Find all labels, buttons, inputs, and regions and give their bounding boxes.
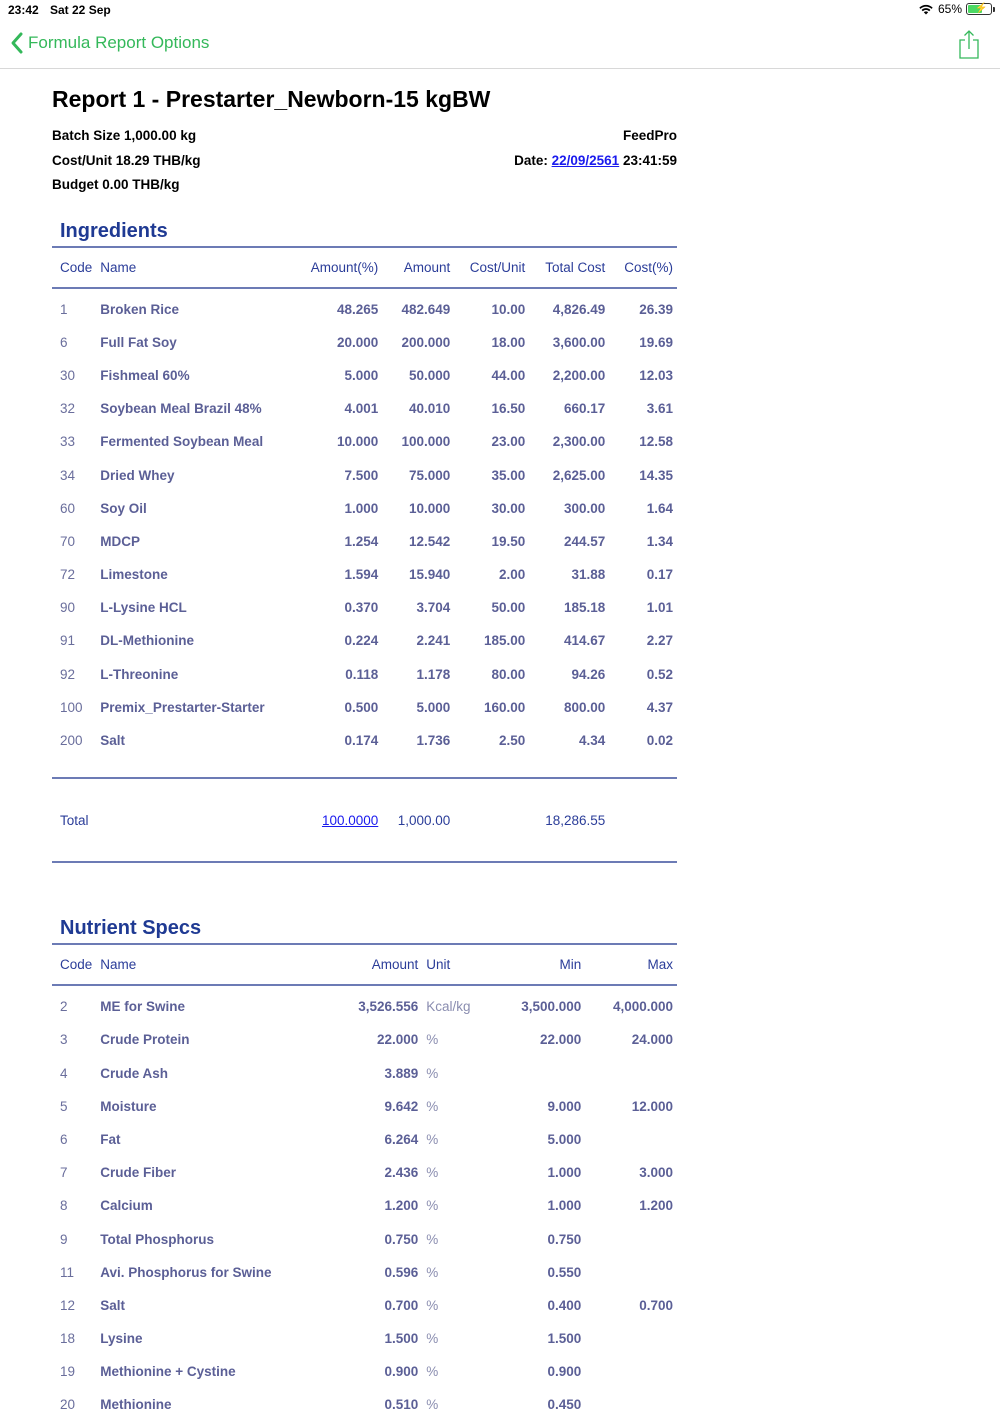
ingredient-amount-pct: 0.224 [344,633,379,649]
ingredient-amount-pct: 0.118 [345,666,379,682]
status-time: 23:42 [8,3,39,17]
nutrient-name: Moisture [100,1098,157,1114]
nutrient-row [52,1289,677,1322]
nutrient-unit: % [426,1331,439,1347]
nutrient-code: 5 [60,1098,68,1114]
nutrient-unit: Kcal/kg [426,999,471,1015]
nutrient-row [52,1090,677,1123]
nutrient-max [585,1057,677,1090]
ingredient-name: MDCP [100,533,141,549]
nutrient-min: 0.400 [547,1297,582,1313]
ingredient-total-cost: 94.26 [571,666,606,682]
back-button[interactable] [10,32,209,54]
nutrient-code: 2 [60,999,68,1015]
ingredient-row [52,724,677,757]
total-cost-unit [454,799,529,841]
nutrient-amount: 0.510 [384,1397,419,1413]
nutrient-name: Total Phosphorus [100,1231,215,1247]
ingredient-cost-pct: 4.37 [646,699,673,715]
nutrient-unit: % [426,1397,439,1413]
nutrient-name: Fat [100,1131,121,1147]
ingredient-code: 6 [60,334,68,350]
ingredient-amount: 100.000 [401,434,451,450]
nutrient-row [52,1322,677,1355]
nutrient-amount: 0.750 [384,1231,419,1247]
nutrient-min: 0.750 [547,1231,582,1247]
ingredient-row [52,525,677,558]
ingredient-code: 100 [60,699,83,715]
nutrient-amount: 6.264 [384,1131,419,1147]
ingredient-code: 90 [60,600,76,616]
nutrient-row [52,1388,677,1421]
col-code: Code [60,259,93,275]
ingredient-amount-pct: 0.500 [344,699,379,715]
nutrient-code: 8 [60,1198,68,1214]
nutrient-max: 12.000 [631,1098,673,1114]
ingredient-code: 92 [60,666,76,682]
ingredient-name: Full Fat Soy [100,334,177,350]
nutrient-unit: % [426,1098,439,1114]
ingredient-cost-unit: 30.00 [491,500,526,516]
app-name: FeedPro [622,128,677,143]
ingredient-row [52,392,677,425]
ingredient-cost-unit: 16.50 [491,401,526,417]
ingredient-amount-pct: 0.174 [344,733,379,749]
nutrient-code: 12 [60,1297,76,1313]
ingredient-cost-pct: 0.02 [646,733,673,749]
ingredient-cost-pct: 0.52 [646,666,673,682]
ingredient-code: 34 [60,467,76,483]
ingredient-row [52,326,677,359]
ingredient-row [52,425,677,458]
ingredient-amount: 15.940 [408,567,451,583]
nutrient-unit: % [426,1131,439,1147]
ingredient-row [52,591,677,624]
ingredient-cost-pct: 26.39 [639,301,673,317]
col-cost-pct: Cost(%) [624,259,673,275]
back-button-label: Formula Report Options [28,33,210,52]
nutrient-unit: % [426,1065,439,1081]
ingredient-row [52,458,677,491]
wifi-icon [918,3,934,15]
ingredient-cost-pct: 1.01 [646,600,673,616]
ingredient-amount: 2.241 [416,633,451,649]
divider [52,777,677,779]
ingredient-amount: 12.542 [408,533,451,549]
nutrient-code: 20 [60,1397,76,1413]
ingredient-code: 72 [60,567,76,583]
total-amount-pct [292,799,382,841]
nutrient-name: Methionine [100,1397,172,1413]
nutrient-row [52,990,677,1023]
ingredient-cost-unit: 19.50 [491,533,526,549]
ingredient-cost-pct: 12.58 [639,434,673,450]
ingredient-code: 33 [60,434,76,450]
nutrient-code: 3 [60,1032,68,1048]
ingredient-total-cost: 2,200.00 [552,367,606,383]
total-amount: 1,000.00 [397,812,451,828]
nutrient-max: 1.200 [639,1198,673,1214]
chevron-left-icon [10,32,24,54]
ingredient-name: Soy Oil [100,500,147,516]
nutrient-amount: 0.900 [384,1364,419,1380]
ingredient-total-cost: 414.67 [563,633,606,649]
battery-percent: 65% [937,2,962,16]
ingredient-total-cost: 2,300.00 [552,434,606,450]
nutrient-code: 9 [60,1231,68,1247]
ingredient-row [52,691,677,724]
ingredient-row [52,658,677,691]
ingredient-code: 91 [60,633,76,649]
nutrient-unit: % [426,1032,439,1048]
total-amount-pct-link[interactable]: 100.0000 [321,812,379,828]
battery-nub [993,7,995,12]
ingredient-cost-unit: 35.00 [491,467,526,483]
ingredient-amount-pct: 4.001 [344,401,379,417]
nutrient-max: 24.000 [631,1032,673,1048]
share-icon[interactable] [958,29,980,59]
ingredients-header-row [52,248,677,287]
nutrients-header-row [52,945,677,984]
ingredient-cost-unit: 10.00 [491,301,526,317]
report-time: 23:41:59 [622,152,677,168]
ingredient-name: Premix_Prestarter-Starter [100,699,265,715]
col-code: Code [60,957,93,973]
ingredient-total-cost: 4,826.49 [552,301,606,317]
ingredient-row [52,359,677,392]
nutrients-table [52,945,677,1421]
ingredient-cost-unit: 2.50 [499,733,526,749]
nutrient-code: 4 [60,1065,68,1081]
ingredient-total-cost: 185.18 [563,600,606,616]
ingredient-total-cost: 300.00 [563,500,606,516]
nutrient-unit: % [426,1165,439,1181]
ingredient-total-cost: 800.00 [563,699,606,715]
col-total-cost: Total Cost [545,259,606,275]
col-cost-unit: Cost/Unit [469,259,526,275]
ingredient-name: Soybean Meal Brazil 48% [100,401,262,417]
nutrient-name: Salt [100,1297,126,1313]
report-title: Report 1 - Prestarter_Newborn-15 kgBW [52,86,491,112]
total-cost-pct [609,799,677,841]
nutrient-row [52,1222,677,1255]
ingredient-code: 200 [60,733,83,749]
ingredient-name: L-Threonine [100,666,179,682]
nutrient-name: Crude Fiber [100,1165,177,1181]
ingredient-total-cost: 3,600.00 [552,334,606,350]
ingredient-total-cost: 31.88 [571,567,606,583]
battery-icon [966,3,992,15]
nutrient-min: 9.000 [547,1098,582,1114]
ingredient-cost-unit: 44.00 [491,367,526,383]
navigation-bar [0,20,1000,69]
col-amount: Amount [403,259,451,275]
ingredient-name: DL-Methionine [100,633,195,649]
ingredient-amount-pct: 0.370 [344,600,379,616]
report-date [514,153,677,178]
ingredients-section [52,216,677,884]
ingredient-total-cost: 244.57 [563,533,606,549]
charging-bolt-icon: ⚡ [975,3,988,14]
ingredient-amount-pct: 1.000 [344,500,379,516]
nutrient-name: Calcium [100,1198,153,1214]
nutrient-unit: % [426,1297,439,1313]
nutrient-min: 1.000 [547,1165,582,1181]
nutrients-section [52,913,677,1421]
ingredient-total-cost: 4.34 [579,733,606,749]
nutrient-code: 6 [60,1131,68,1147]
nutrient-max [585,1322,677,1355]
ingredient-cost-unit: 23.00 [491,434,526,450]
ingredient-cost-unit: 80.00 [491,666,526,682]
ingredient-amount-pct: 1.254 [344,533,379,549]
ingredient-cost-pct: 1.34 [646,533,673,549]
ingredient-name: Salt [100,733,126,749]
ingredient-amount-pct: 48.265 [336,301,379,317]
nutrient-unit: % [426,1264,439,1280]
ingredient-cost-unit: 185.00 [483,633,526,649]
nutrient-max [585,1388,677,1421]
ingredient-amount: 200.000 [401,334,451,350]
ingredient-name: Broken Rice [100,301,180,317]
batch-size: Batch Size 1,000.00 kg [52,128,197,143]
ingredient-code: 60 [60,500,76,516]
ingredient-name: Fishmeal 60% [100,367,190,383]
nutrient-name: Avi. Phosphorus for Swine [100,1264,272,1280]
nutrient-unit: % [426,1231,439,1247]
nutrient-max [585,1355,677,1388]
ingredient-amount: 10.000 [408,500,451,516]
nutrient-amount: 9.642 [384,1098,419,1114]
ingredient-amount-pct: 1.594 [344,567,379,583]
ingredient-name: Dried Whey [100,467,175,483]
nutrient-amount: 0.700 [384,1297,419,1313]
ingredient-amount: 1.736 [416,733,451,749]
ingredients-title: Ingredients [60,219,168,242]
nutrient-row [52,1023,677,1056]
nutrient-min: 0.450 [547,1397,582,1413]
ingredient-cost-unit: 160.00 [483,699,526,715]
ingredient-code: 32 [60,401,76,417]
nutrient-min: 22.000 [539,1032,582,1048]
nutrient-code: 19 [60,1364,76,1380]
col-unit: Unit [426,957,451,973]
ingredient-amount-pct: 7.500 [344,467,379,483]
ingredient-cost-unit: 50.00 [491,600,526,616]
report-meta [52,128,677,202]
ingredient-cost-pct: 19.69 [639,334,673,350]
nutrient-max [585,1222,677,1255]
ingredient-amount-pct: 5.000 [344,367,379,383]
ingredient-amount: 50.000 [408,367,451,383]
nutrient-amount: 2.436 [384,1165,419,1181]
cost-per-unit: Cost/Unit 18.29 THB/kg [52,152,201,168]
ingredient-amount-pct: 10.000 [336,434,379,450]
nutrient-amount: 1.200 [384,1198,419,1214]
nutrient-row [52,1156,677,1189]
nutrient-min [492,1057,585,1090]
ingredient-cost-unit: 18.00 [491,334,526,350]
nutrient-min: 3,500.000 [521,999,582,1015]
ingredient-row [52,558,677,591]
nutrient-name: ME for Swine [100,999,186,1015]
nutrient-min: 0.550 [547,1264,582,1280]
status-bar [0,0,1000,20]
status-date: Sat 22 Sep [50,3,111,17]
nutrient-min: 5.000 [547,1131,582,1147]
nutrient-amount: 3.889 [384,1065,419,1081]
nutrient-row [52,1256,677,1289]
nutrient-max [585,1256,677,1289]
date-link[interactable]: 22/09/2561 [551,152,620,168]
nutrient-row [52,1355,677,1388]
col-max: Max [647,957,673,973]
nutrient-max [585,1123,677,1156]
nutrient-max: 4,000.000 [612,999,673,1015]
total-total-cost: 18,286.55 [545,812,606,828]
ingredient-cost-pct: 3.61 [646,401,673,417]
ingredient-amount: 482.649 [401,301,451,317]
ingredient-row [52,624,677,657]
ingredient-amount: 75.000 [408,467,451,483]
nutrient-name: Crude Protein [100,1032,190,1048]
ingredient-name: L-Lysine HCL [100,600,187,616]
ingredient-total-cost: 2,625.00 [552,467,606,483]
ingredients-table [52,248,677,884]
col-name: Name [100,259,137,275]
nutrient-amount: 3,526.556 [358,999,419,1015]
ingredient-amount-pct: 20.000 [336,334,379,350]
ingredient-cost-pct: 0.17 [646,567,673,583]
status-right [918,2,992,16]
nutrient-row [52,1189,677,1222]
nutrient-max: 3.000 [639,1165,673,1181]
nutrient-name: Methionine + Cystine [100,1364,236,1380]
nutrient-max: 0.700 [639,1297,673,1313]
nutrient-unit: % [426,1198,439,1214]
nutrient-amount: 1.500 [384,1331,419,1347]
ingredient-name: Fermented Soybean Meal [100,434,264,450]
ingredient-amount: 40.010 [408,401,451,417]
nutrient-amount: 22.000 [376,1032,419,1048]
nutrient-name: Crude Ash [100,1065,169,1081]
ingredient-code: 30 [60,367,76,383]
ingredient-cost-pct: 2.27 [646,633,673,649]
nutrient-code: 11 [60,1264,75,1280]
ingredient-code: 1 [60,301,68,317]
col-min: Min [559,957,582,973]
ingredient-code: 70 [60,533,76,549]
ingredient-cost-unit: 2.00 [499,567,526,583]
ingredient-amount: 3.704 [416,600,451,616]
ingredient-row [52,492,677,525]
col-amount: Amount [371,957,419,973]
ingredient-cost-pct: 14.35 [639,467,673,483]
col-amount-pct: Amount(%) [310,259,379,275]
ingredients-total-row [52,799,677,841]
nutrient-row [52,1123,677,1156]
ingredient-cost-pct: 12.03 [639,367,673,383]
nutrient-row [52,1057,677,1090]
nutrient-code: 18 [60,1331,76,1347]
ingredient-amount: 5.000 [416,699,451,715]
date-label: Date: [514,152,548,168]
ingredient-total-cost: 660.17 [563,401,606,417]
ingredient-row [52,293,677,326]
ingredient-name: Limestone [100,567,168,583]
col-name: Name [100,957,137,973]
nutrient-unit: % [426,1364,439,1380]
total-label: Total [60,812,89,828]
nutrient-min: 1.500 [547,1331,582,1347]
nutrient-min: 1.000 [547,1198,582,1214]
nutrient-code: 7 [60,1165,68,1181]
nutrient-min: 0.900 [547,1364,582,1380]
nutrient-name: Lysine [100,1331,143,1347]
nutrient-amount: 0.596 [384,1264,419,1280]
ingredient-amount: 1.178 [416,666,451,682]
nutrients-title: Nutrient Specs [60,917,202,940]
ingredient-cost-pct: 1.64 [646,500,673,516]
divider [52,861,677,863]
budget: Budget 0.00 THB/kg [52,177,180,192]
report [52,86,677,1422]
